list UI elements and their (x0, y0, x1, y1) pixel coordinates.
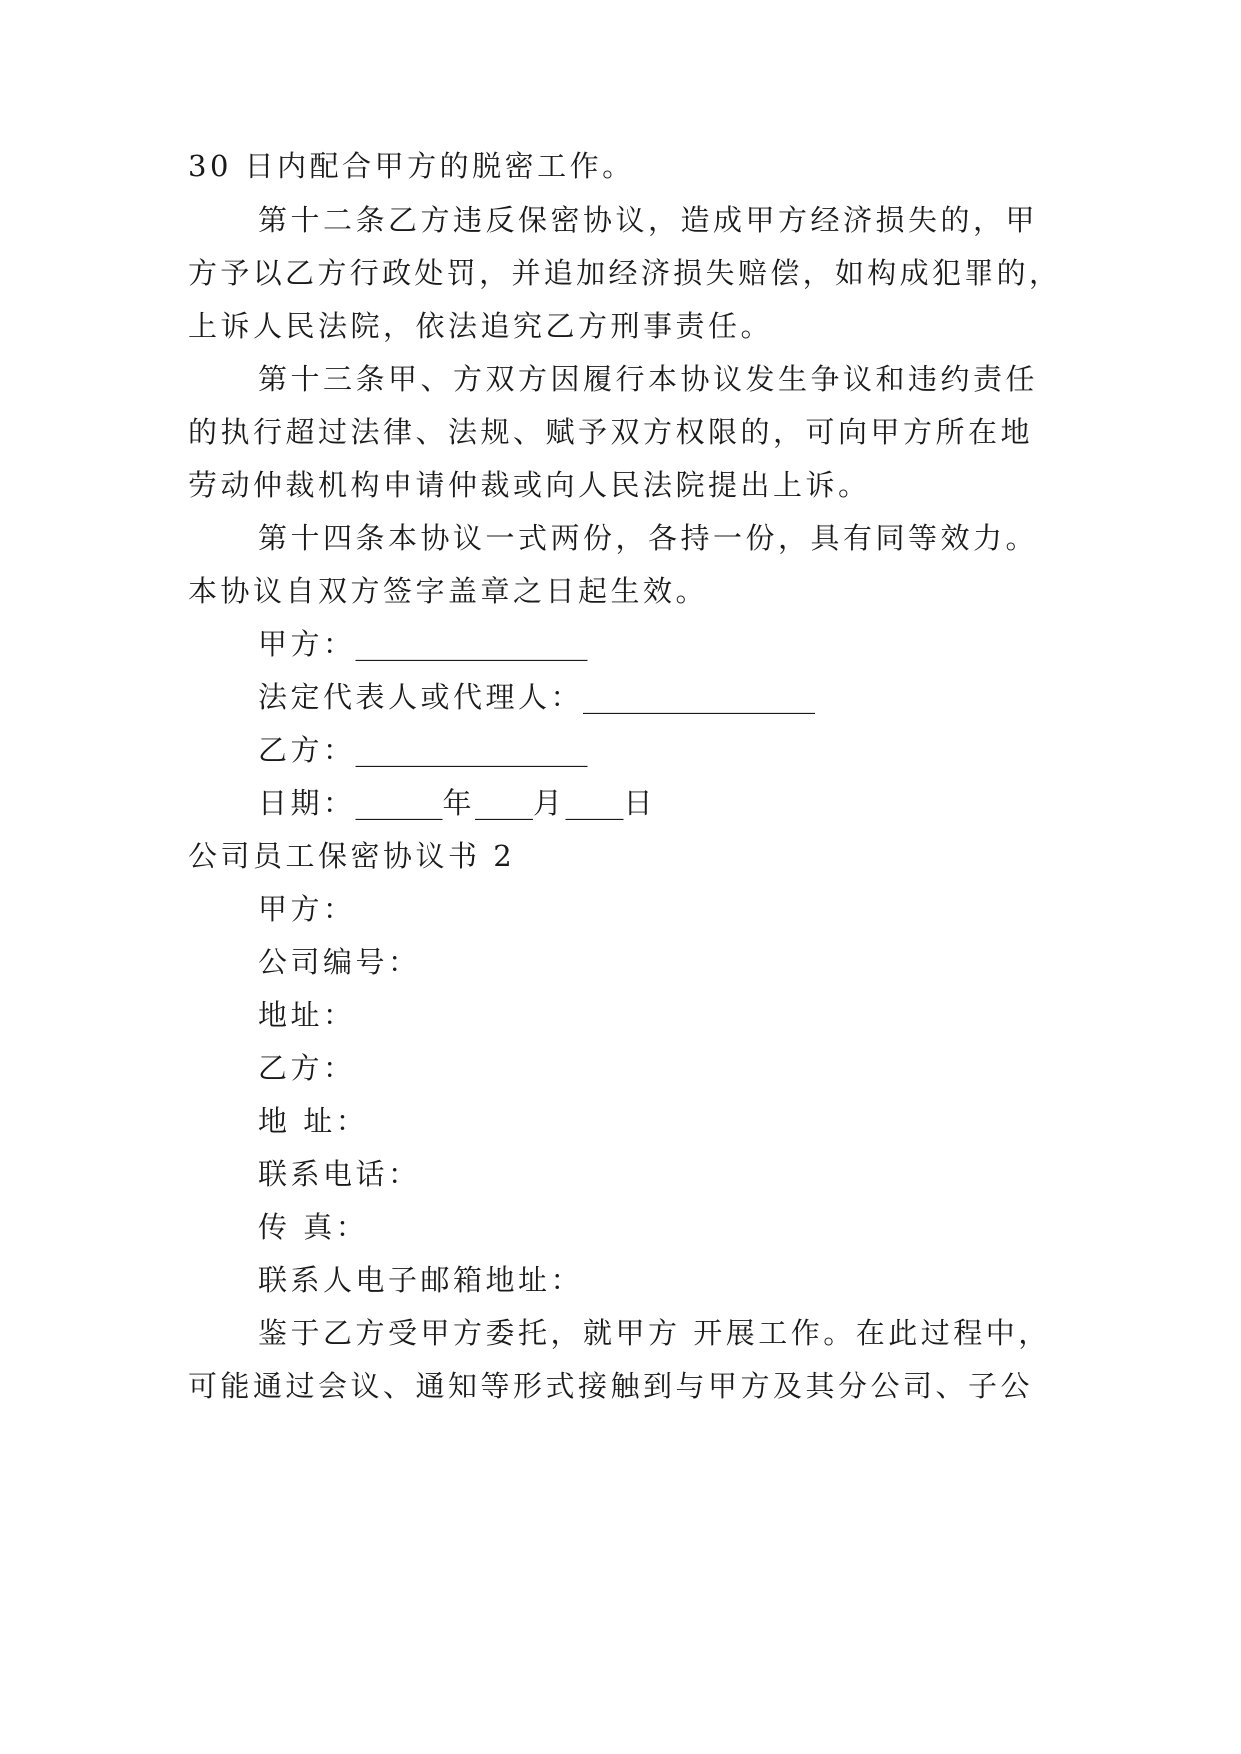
field-fax: 传 真： (258, 1210, 369, 1244)
signature-representative (258, 677, 1058, 717)
field-email: 联系人电子邮箱地址： (258, 1263, 584, 1297)
date-month-blank: ____ (475, 786, 534, 820)
signature-date (258, 783, 1058, 823)
article-14-line-1: 第十四条本协议一式两份，各持一份，具有同等效力。 (258, 521, 1039, 555)
party-b-label: 乙方： (258, 733, 356, 767)
article-12-line-2: 方予以乙方行政处罚，并追加经济损失赔偿，如构成犯罪的， (188, 256, 1058, 290)
date-day-blank: ____ (565, 786, 624, 820)
party-a-blank: ________________ (355, 627, 588, 661)
signature-party-b (258, 730, 1058, 770)
field-address-b: 地 址： (258, 1104, 369, 1138)
field-phone: 联系电话： (258, 1157, 421, 1191)
representative-label: 法定代表人或代理人： (258, 680, 584, 714)
article-14-line-2: 本协议自双方签字盖章之日起生效。 (188, 574, 709, 608)
date-year-blank: ______ (355, 786, 443, 820)
party-b-blank: ________________ (355, 733, 588, 767)
preamble-line-2: 可能通过会议、通知等形式接触到与甲方及其分公司、子公 (188, 1369, 1034, 1403)
day-char: 日 (623, 786, 657, 820)
section-2-title: 公司员工保密协议书 2 (188, 839, 516, 873)
year-char: 年 (442, 786, 476, 820)
article-12-line-3: 上诉人民法院，依法追究乙方刑事责任。 (188, 309, 774, 343)
representative-blank: ________________ (583, 680, 816, 714)
article-12-line-1: 第十二条乙方违反保密协议，造成甲方经济损失的，甲 (258, 203, 1039, 237)
field-company-number: 公司编号： (258, 945, 421, 979)
article-13-line-2: 的执行超过法律、法规、赋予双方权限的，可向甲方所在地 (188, 415, 1034, 449)
signature-party-a (258, 624, 1058, 664)
date-label: 日期： (258, 786, 356, 820)
field-party-b: 乙方： (258, 1051, 356, 1085)
article-13-line-1: 第十三条甲、方双方因履行本协议发生争议和违约责任 (258, 362, 1039, 396)
article-13-line-3: 劳动仲裁机构申请仲裁或向人民法院提出上诉。 (188, 468, 871, 502)
month-char: 月 (533, 786, 566, 820)
preamble-line-1: 鉴于乙方受甲方委托，就甲方 开展工作。在此过程中， (258, 1316, 1051, 1350)
field-address-a: 地址： (258, 998, 356, 1032)
text-line: 30 日内配合甲方的脱密工作。 (188, 149, 635, 183)
field-party-a: 甲方： (258, 892, 356, 926)
party-a-label: 甲方： (258, 627, 356, 661)
